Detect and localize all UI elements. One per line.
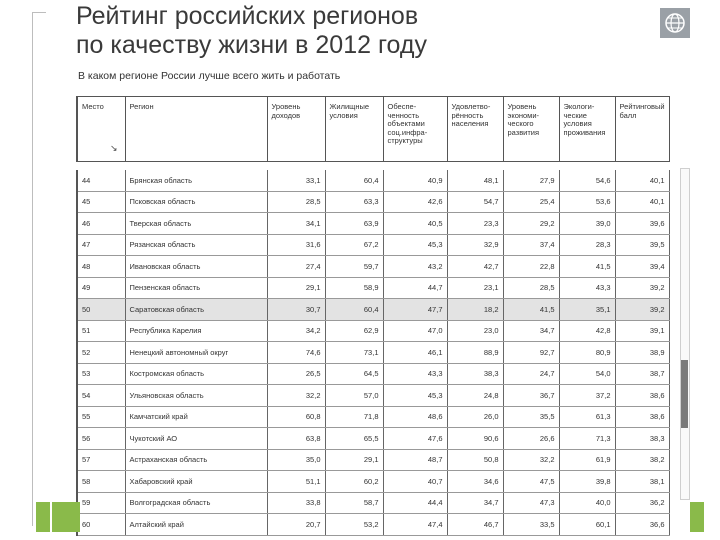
score-cell: 33,8 — [267, 492, 325, 514]
score-cell: 47,3 — [503, 492, 559, 514]
rank-cell: 54 — [77, 385, 125, 407]
score-cell: 41,5 — [559, 256, 615, 278]
title-line-1: Рейтинг российских регионов — [76, 2, 419, 30]
region-cell: Ульяновская область — [125, 385, 267, 407]
score-cell: 23,3 — [447, 213, 503, 235]
score-cell: 53,6 — [559, 191, 615, 213]
score-cell: 63,8 — [267, 428, 325, 450]
score-cell: 31,6 — [267, 234, 325, 256]
rank-cell: 58 — [77, 471, 125, 493]
slide-frame-left-line — [32, 12, 33, 526]
score-cell: 38,7 — [615, 363, 669, 385]
table-row — [77, 449, 669, 471]
region-cell: Алтайский край — [125, 514, 267, 536]
table-row — [77, 385, 669, 407]
score-cell: 48,6 — [383, 406, 447, 428]
score-cell: 36,7 — [503, 385, 559, 407]
region-cell: Хабаровский край — [125, 471, 267, 493]
table-row — [77, 256, 669, 278]
score-cell: 90,6 — [447, 428, 503, 450]
score-cell: 29,2 — [503, 213, 559, 235]
score-cell: 59,7 — [325, 256, 383, 278]
score-cell: 43,2 — [383, 256, 447, 278]
score-cell: 39,8 — [559, 471, 615, 493]
score-cell: 39,1 — [615, 320, 669, 342]
score-cell: 23,0 — [447, 320, 503, 342]
rank-cell: 50 — [77, 299, 125, 321]
score-cell: 50,8 — [447, 449, 503, 471]
score-cell: 23,1 — [447, 277, 503, 299]
score-cell: 60,4 — [325, 170, 383, 191]
rank-cell: 53 — [77, 363, 125, 385]
table-row — [77, 492, 669, 514]
score-cell: 40,0 — [559, 492, 615, 514]
score-cell: 44,7 — [383, 277, 447, 299]
score-cell: 45,3 — [383, 385, 447, 407]
score-cell: 43,3 — [559, 277, 615, 299]
region-cell: Тверская область — [125, 213, 267, 235]
score-cell: 61,3 — [559, 406, 615, 428]
score-cell: 32,2 — [503, 449, 559, 471]
score-cell: 65,5 — [325, 428, 383, 450]
column-header: Рейтинговый балл — [615, 97, 669, 162]
score-cell: 40,9 — [383, 170, 447, 191]
score-cell: 34,6 — [447, 471, 503, 493]
score-cell: 35,1 — [559, 299, 615, 321]
score-cell: 42,7 — [447, 256, 503, 278]
score-cell: 38,6 — [615, 385, 669, 407]
accent-block — [690, 502, 704, 532]
score-cell: 74,6 — [267, 342, 325, 364]
score-cell: 47,7 — [383, 299, 447, 321]
score-cell: 26,0 — [447, 406, 503, 428]
score-cell: 47,4 — [383, 514, 447, 536]
score-cell: 38,6 — [615, 406, 669, 428]
region-cell: Пензенская область — [125, 277, 267, 299]
rank-cell: 60 — [77, 514, 125, 536]
score-cell: 18,2 — [447, 299, 503, 321]
region-cell: Чукотский АО — [125, 428, 267, 450]
rank-cell: 56 — [77, 428, 125, 450]
region-cell: Республика Карелия — [125, 320, 267, 342]
score-cell: 40,1 — [615, 170, 669, 191]
slide-frame-top-line — [32, 12, 46, 13]
score-cell: 44,4 — [383, 492, 447, 514]
table-row — [77, 471, 669, 493]
score-cell: 63,3 — [325, 191, 383, 213]
score-cell: 43,3 — [383, 363, 447, 385]
score-cell: 47,0 — [383, 320, 447, 342]
score-cell: 39,2 — [615, 277, 669, 299]
score-cell: 38,9 — [615, 342, 669, 364]
score-cell: 60,4 — [325, 299, 383, 321]
score-cell: 34,7 — [447, 492, 503, 514]
sort-corner-icon: ↘ — [110, 143, 118, 153]
region-cell: Камчатский край — [125, 406, 267, 428]
score-cell: 29,1 — [267, 277, 325, 299]
subtitle: В каком регионе России лучше всего жить и работать — [78, 70, 341, 82]
page-title — [76, 2, 616, 60]
score-cell: 47,6 — [383, 428, 447, 450]
score-cell: 54,6 — [559, 170, 615, 191]
rank-cell: 44 — [77, 170, 125, 191]
region-cell: Псковская область — [125, 191, 267, 213]
region-cell: Костромская область — [125, 363, 267, 385]
score-cell: 28,3 — [559, 234, 615, 256]
rank-cell: 48 — [77, 256, 125, 278]
table-row — [77, 342, 669, 364]
table-row — [77, 320, 669, 342]
rank-cell: 45 — [77, 191, 125, 213]
rank-cell: 47 — [77, 234, 125, 256]
score-cell: 39,5 — [615, 234, 669, 256]
score-cell: 54,7 — [447, 191, 503, 213]
column-header: Уровень доходов — [267, 97, 325, 162]
column-header: Жилищные условия — [325, 97, 383, 162]
score-cell: 36,2 — [615, 492, 669, 514]
table-row — [77, 213, 669, 235]
globe-icon — [660, 8, 690, 38]
table-row — [77, 428, 669, 450]
score-cell: 57,0 — [325, 385, 383, 407]
rank-cell: 52 — [77, 342, 125, 364]
score-cell: 39,6 — [615, 213, 669, 235]
score-cell: 40,1 — [615, 191, 669, 213]
accent-block — [36, 502, 50, 532]
column-header: Удовлетво-рённость населения — [447, 97, 503, 162]
score-cell: 67,2 — [325, 234, 383, 256]
score-cell: 51,1 — [267, 471, 325, 493]
score-cell: 47,5 — [503, 471, 559, 493]
score-cell: 80,9 — [559, 342, 615, 364]
score-cell: 37,2 — [559, 385, 615, 407]
score-cell: 46,1 — [383, 342, 447, 364]
region-cell: Ивановская область — [125, 256, 267, 278]
score-cell: 35,5 — [503, 406, 559, 428]
score-cell: 54,0 — [559, 363, 615, 385]
score-cell: 27,9 — [503, 170, 559, 191]
score-cell: 28,5 — [503, 277, 559, 299]
score-cell: 38,3 — [447, 363, 503, 385]
column-header: Уровень экономи-ческого развития — [503, 97, 559, 162]
score-cell: 88,9 — [447, 342, 503, 364]
score-cell: 34,7 — [503, 320, 559, 342]
score-cell: 32,2 — [267, 385, 325, 407]
region-cell: Рязанская область — [125, 234, 267, 256]
column-header: Регион — [125, 97, 267, 162]
score-cell: 34,1 — [267, 213, 325, 235]
score-cell: 71,3 — [559, 428, 615, 450]
ratings-table — [76, 170, 670, 536]
score-cell: 38,3 — [615, 428, 669, 450]
table-row — [77, 277, 669, 299]
scrollbar-thumb[interactable] — [681, 360, 688, 428]
table-row — [77, 406, 669, 428]
column-header: Обеспе-ченность объектами соц.инфра-структуры — [383, 97, 447, 162]
rank-cell: 51 — [77, 320, 125, 342]
score-cell: 64,5 — [325, 363, 383, 385]
table-header — [76, 96, 670, 162]
score-cell: 60,2 — [325, 471, 383, 493]
score-cell: 32,9 — [447, 234, 503, 256]
score-cell: 42,6 — [383, 191, 447, 213]
region-cell: Ненецкий автономный округ — [125, 342, 267, 364]
score-cell: 25,4 — [503, 191, 559, 213]
score-cell: 48,1 — [447, 170, 503, 191]
score-cell: 29,1 — [325, 449, 383, 471]
score-cell: 27,4 — [267, 256, 325, 278]
score-cell: 63,9 — [325, 213, 383, 235]
score-cell: 30,7 — [267, 299, 325, 321]
score-cell: 60,8 — [267, 406, 325, 428]
column-header: Экологи-ческие условия проживания — [559, 97, 615, 162]
score-cell: 39,2 — [615, 299, 669, 321]
region-cell: Брянская область — [125, 170, 267, 191]
score-cell: 40,5 — [383, 213, 447, 235]
score-cell: 24,8 — [447, 385, 503, 407]
score-cell: 33,5 — [503, 514, 559, 536]
table-row — [77, 234, 669, 256]
score-cell: 28,5 — [267, 191, 325, 213]
score-cell: 46,7 — [447, 514, 503, 536]
score-cell: 36,6 — [615, 514, 669, 536]
score-cell: 60,1 — [559, 514, 615, 536]
score-cell: 26,6 — [503, 428, 559, 450]
score-cell: 24,7 — [503, 363, 559, 385]
score-cell: 58,7 — [325, 492, 383, 514]
score-cell: 34,2 — [267, 320, 325, 342]
score-cell: 58,9 — [325, 277, 383, 299]
region-cell: Волгоградская область — [125, 492, 267, 514]
score-cell: 38,1 — [615, 471, 669, 493]
score-cell: 20,7 — [267, 514, 325, 536]
table-row — [77, 170, 669, 191]
score-cell: 71,8 — [325, 406, 383, 428]
score-cell: 73,1 — [325, 342, 383, 364]
score-cell: 92,7 — [503, 342, 559, 364]
rank-cell: 55 — [77, 406, 125, 428]
accent-block — [52, 502, 80, 532]
scrollbar-track[interactable] — [680, 168, 690, 500]
rank-cell: 49 — [77, 277, 125, 299]
table-row — [77, 514, 669, 536]
score-cell: 38,2 — [615, 449, 669, 471]
score-cell: 33,1 — [267, 170, 325, 191]
score-cell: 62,9 — [325, 320, 383, 342]
column-header: Место — [77, 97, 125, 162]
score-cell: 35,0 — [267, 449, 325, 471]
score-cell: 37,4 — [503, 234, 559, 256]
score-cell: 42,8 — [559, 320, 615, 342]
score-cell: 48,7 — [383, 449, 447, 471]
score-cell: 45,3 — [383, 234, 447, 256]
score-cell: 39,0 — [559, 213, 615, 235]
score-cell: 26,5 — [267, 363, 325, 385]
rank-cell: 57 — [77, 449, 125, 471]
region-cell: Саратовская область — [125, 299, 267, 321]
table-row — [77, 299, 669, 321]
title-line-2: по качеству жизни в 2012 году — [76, 31, 427, 59]
score-cell: 22,8 — [503, 256, 559, 278]
score-cell: 61,9 — [559, 449, 615, 471]
region-cell: Астраханская область — [125, 449, 267, 471]
rank-cell: 59 — [77, 492, 125, 514]
table-row — [77, 363, 669, 385]
score-cell: 39,4 — [615, 256, 669, 278]
score-cell: 40,7 — [383, 471, 447, 493]
table-row — [77, 191, 669, 213]
score-cell: 53,2 — [325, 514, 383, 536]
rank-cell: 46 — [77, 213, 125, 235]
score-cell: 41,5 — [503, 299, 559, 321]
